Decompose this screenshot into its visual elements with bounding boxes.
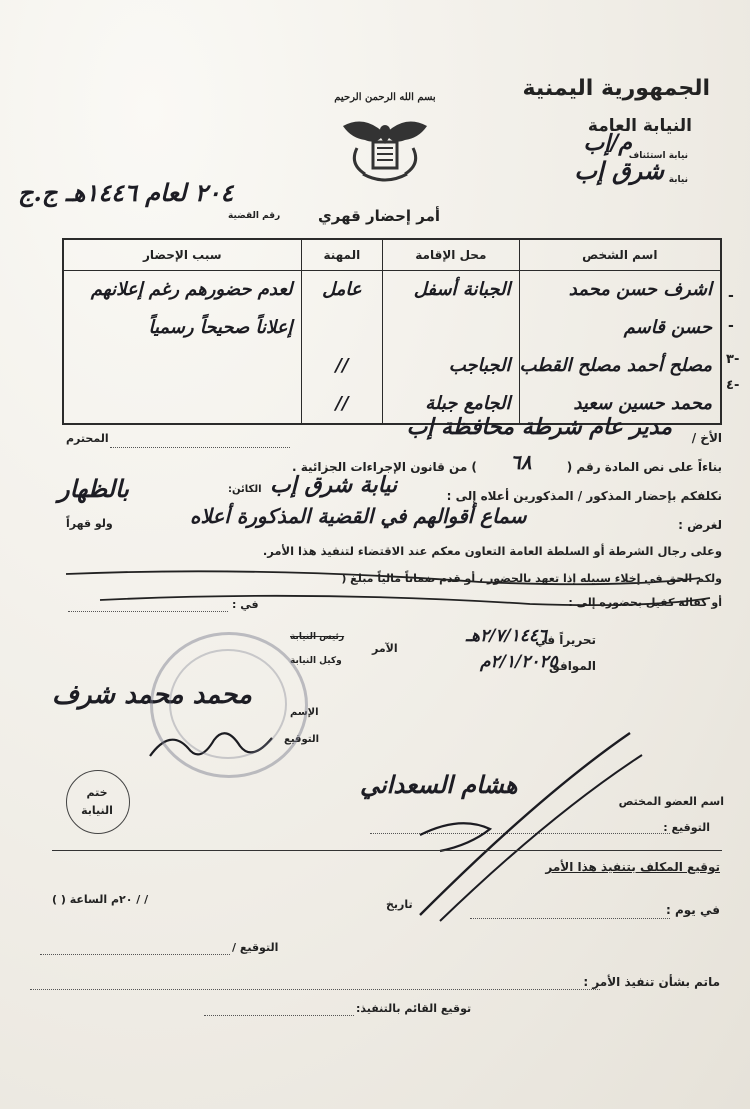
respected-label: المحترم	[66, 432, 109, 445]
gregorian-value: ٢/١/٢٠٢٥م	[480, 652, 558, 672]
republic-title: الجمهورية اليمنية	[522, 76, 710, 101]
gregorian-label: الموافق	[549, 659, 596, 673]
table-cell-reason	[64, 347, 301, 385]
member-label: اسم العضو المختص	[618, 795, 724, 808]
row-mark: -	[728, 288, 734, 304]
release-text: ولكم الحق في إخلاء سبيله إذا تعهد بالحضور ، أو قدم ضماناً مالياً مبلغ (	[341, 572, 722, 585]
purpose-value: سماع أقوالهم في القضية المذكورة أعلاه	[190, 504, 527, 528]
executor-label: توقيع القائم بالتنفيذ:	[356, 1002, 472, 1015]
stamp-line2: النيابة	[81, 804, 113, 817]
table-cell-job: //	[335, 355, 349, 376]
header-reason: سبب الإحضار	[63, 239, 301, 271]
header-residence: محل الإقامة	[383, 239, 519, 271]
execution-signature-label: التوقيع /	[232, 941, 279, 954]
guarantee-text: أو كفالة كفيل بحضوره إلى :	[568, 596, 722, 609]
chief-label: رئيس النيابة	[290, 632, 345, 642]
official-seal-icon	[150, 632, 308, 778]
table-cell-name: محمد حسين سعيد	[573, 393, 712, 414]
table-cell-name: مصلح أحمد مصلح القطب	[519, 355, 712, 376]
strike-through-lines	[60, 560, 720, 620]
assign-text: نكلفكم بإحضار المذكور / المذكورين أعلاه إلى :	[446, 489, 722, 503]
header-job: المهنة	[301, 239, 383, 271]
execution-done-label: ماتم بشأن تنفيذ الأمر :	[583, 975, 720, 989]
stamp-line1: ختم	[86, 786, 108, 799]
table-cell-residence: الجباجب	[448, 355, 511, 376]
table-cell-reason	[64, 385, 301, 423]
branch-label: نيابة	[668, 175, 688, 185]
police-text: وعلى رجال الشرطة أو السلطة العامة التعاون معكم عند الاقتضاء لتنفيذ هذا الأمر.	[262, 544, 722, 558]
written-label: تحريراً في	[535, 633, 596, 647]
table-header-row	[63, 239, 721, 271]
execution-header: توقيع المكلف بتنفيذ هذا الأمر	[545, 860, 720, 874]
in-label: في :	[232, 598, 259, 611]
execution-date-label: تاريخ	[386, 898, 413, 911]
table-cell-residence	[383, 309, 518, 347]
document-title: أمر إحضار قهري	[318, 207, 441, 225]
reason-column	[63, 271, 301, 425]
row-mark: ٤-	[726, 378, 740, 393]
execution-day-label: في يوم :	[666, 903, 720, 917]
execution-time-text: / / ٢٠م الساعة ( )	[52, 893, 149, 906]
table-cell-reason: لعدم حضورهم رغم إعلانهم	[90, 279, 293, 300]
stamp-placeholder	[66, 770, 130, 834]
case-number-label: رقم القضية	[228, 211, 281, 221]
member-signature-label: التوقيع :	[663, 821, 710, 834]
orderer-label: الآمر	[372, 642, 398, 655]
residence-column	[383, 271, 519, 425]
table-cell-residence: الجامع جبلة	[425, 393, 511, 414]
purpose-label: لغرض :	[678, 518, 722, 532]
row-mark: -	[728, 318, 734, 334]
execution-signature-line	[40, 954, 230, 955]
appeal-value: م/إب	[583, 130, 632, 156]
row-mark: ٣-	[726, 352, 740, 367]
issuer-name-value: محمد محمد شرف	[52, 680, 252, 710]
execution-divider	[52, 850, 722, 851]
table-cell-job: //	[335, 393, 349, 414]
table-cell-job: عامل	[322, 279, 362, 300]
to-line	[110, 447, 290, 448]
written-value: ٢/٧/١٤٤٦هـ	[466, 626, 548, 646]
member-signature-icon	[380, 725, 650, 925]
executor-line	[204, 1015, 354, 1016]
assign-value: نيابة شرق إب	[270, 472, 398, 498]
header-person-name: اسم الشخص	[519, 239, 721, 271]
table-cell-reason: إعلاناً صحيحاً رسمياً	[148, 317, 293, 338]
name-column	[519, 271, 721, 425]
table-cell-name: حسن قاسم	[623, 317, 712, 338]
prosecution-title: النيابة العامة	[587, 116, 692, 136]
to-value: مدير عام شرطة محافظة إب	[406, 414, 672, 440]
member-value: هشام السعداني	[360, 770, 518, 799]
execution-day-line	[470, 918, 670, 919]
table-body	[63, 271, 721, 425]
table-cell-job	[302, 309, 383, 347]
to-label: الأخ /	[691, 431, 722, 445]
force-text: ولو قهراً	[66, 517, 113, 530]
issuer-name-label: الإسم	[290, 707, 319, 718]
job-column	[301, 271, 383, 425]
execution-done-line	[30, 989, 600, 990]
article-number: ٦٨	[510, 450, 532, 474]
yemen-emblem-icon	[335, 108, 435, 190]
persons-table	[62, 238, 722, 425]
article-tail: ) من قانون الإجراءات الجزائية .	[292, 460, 477, 474]
deputy-label: وكيل النيابة	[290, 656, 342, 666]
case-number-value: ٢٠٤ لعام ١٤٤٦هـ ج.ج	[18, 178, 234, 207]
appeal-label: نيابة استئناف	[628, 151, 688, 161]
table-cell-residence: الجبانة أسفل	[413, 279, 511, 300]
article-text: بناءاً على نص المادة رقم (	[566, 460, 722, 474]
issuer-signature-label: التوقيع	[284, 734, 319, 745]
table-cell-name: اشرف حسن محمد	[568, 279, 712, 300]
located-value: بالظهار	[58, 474, 129, 503]
located-label: الكائن:	[228, 484, 262, 495]
branch-value: شرق إب	[574, 156, 664, 185]
basmala: بسم الله الرحمن الرحيم	[334, 92, 436, 103]
